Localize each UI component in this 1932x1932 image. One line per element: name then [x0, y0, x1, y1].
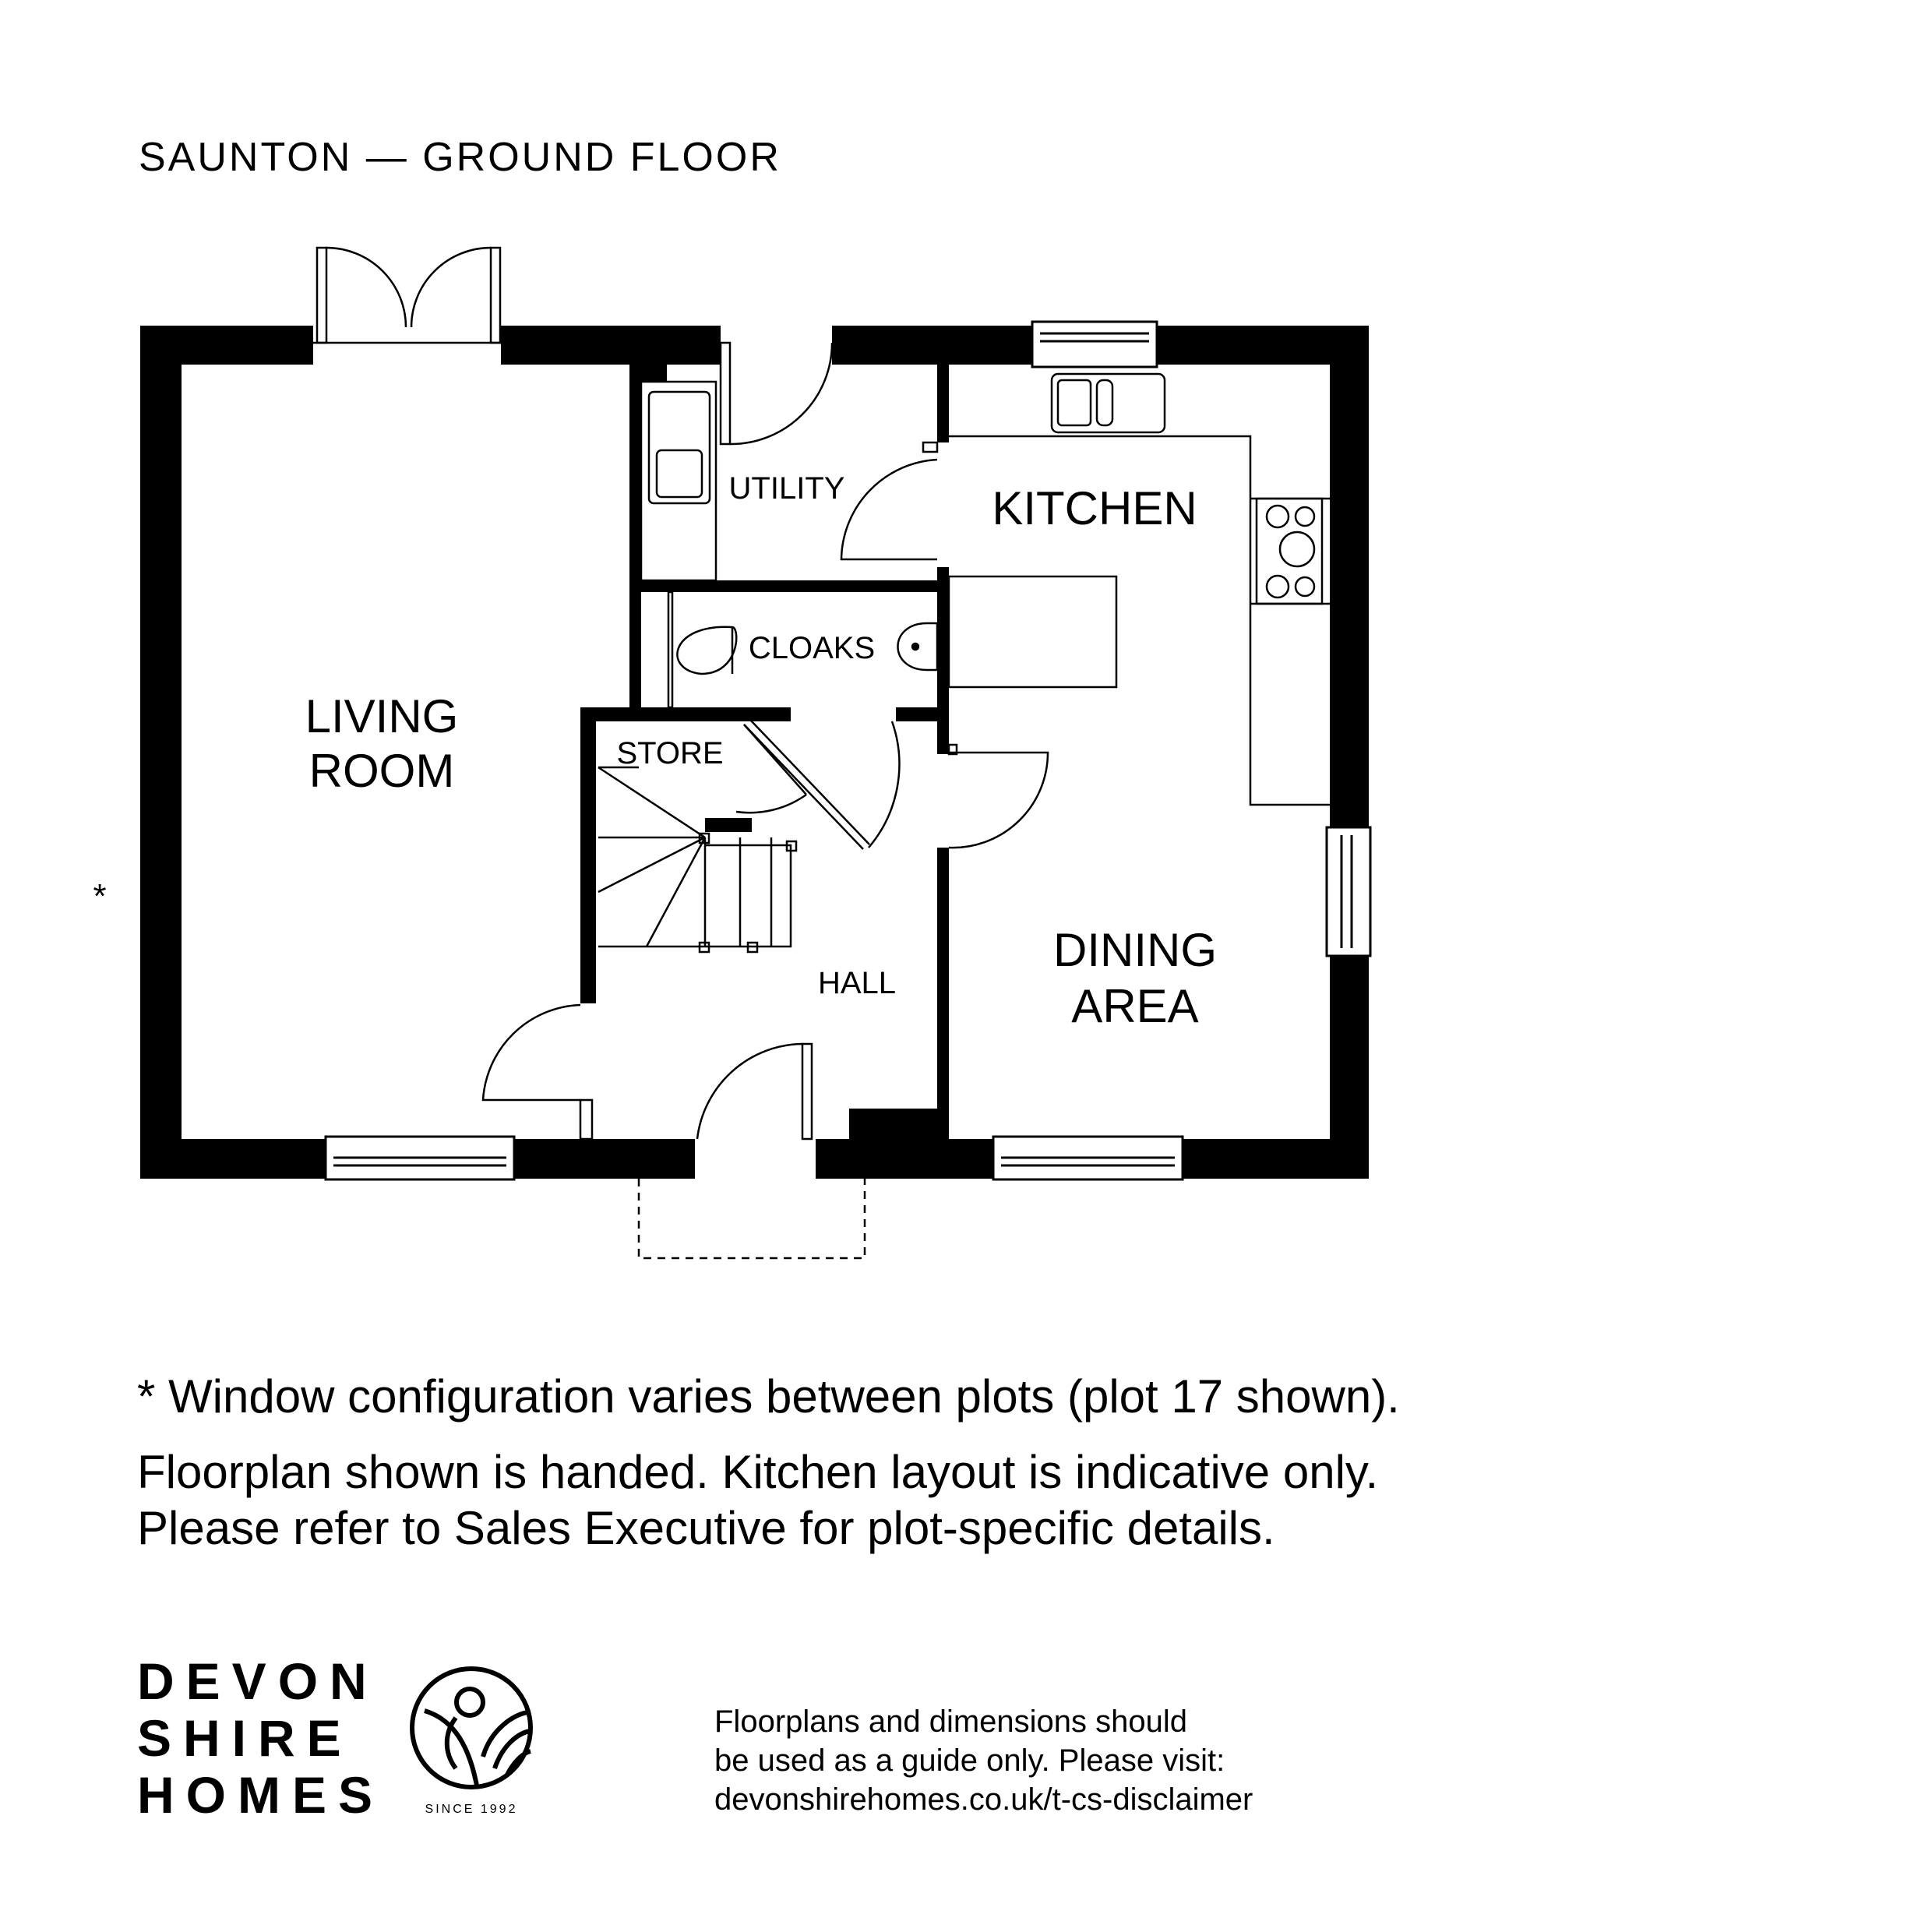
utility-label: UTILITY	[728, 471, 845, 506]
wc	[677, 627, 736, 674]
hall-label: HALL	[817, 966, 897, 1000]
cloaks-label: CLOAKS	[748, 631, 876, 665]
note-handed: Floorplan shown is handed. Kitchen layout is indicative only.	[137, 1446, 1379, 1498]
french-door-right-swing	[411, 248, 491, 327]
disclaimer-line-1: Floorplans and dimensions should	[714, 1705, 1188, 1739]
brand-line-2: SHIRE	[137, 1709, 353, 1767]
note-window-configuration: * Window configuration varies between plots (plot 17 shown).	[137, 1370, 1400, 1423]
asterisk-marker: *	[93, 877, 107, 915]
living-room-label-1: LIVING	[305, 690, 459, 742]
disclaimer	[714, 1702, 1253, 1819]
kitchen-label: KITCHEN	[992, 482, 1197, 534]
disclaimer-link[interactable]: devonshirehomes.co.uk/t-cs-disclaimer	[714, 1782, 1253, 1817]
note-refer: Please refer to Sales Executive for plot-specific details.	[137, 1502, 1275, 1554]
store-label: STORE	[616, 736, 724, 770]
windows	[326, 322, 1370, 1179]
disclaimer-line-2: be used as a guide only. Please visit:	[714, 1743, 1225, 1778]
kitchen-sink	[1052, 374, 1165, 432]
french-door-left-swing	[326, 248, 406, 327]
brand-line-3: HOMES	[137, 1766, 385, 1824]
window-kitchen	[1032, 322, 1157, 367]
fixtures	[598, 374, 1330, 952]
page-title: SAUNTON — GROUND FLOOR	[139, 135, 781, 180]
brand-wordmark	[137, 1653, 384, 1824]
french-door-right	[491, 248, 500, 343]
french-door-left	[317, 248, 326, 343]
staircase	[598, 767, 796, 952]
dining-label-1: DINING	[1053, 924, 1217, 976]
dining-label-2: AREA	[1071, 980, 1199, 1032]
living-room-label-2: ROOM	[308, 745, 455, 797]
kitchen-island	[949, 576, 1116, 687]
brand-since: SINCE 1992	[425, 1803, 518, 1816]
utility-sink	[649, 392, 710, 503]
window-dining-side	[1327, 827, 1370, 956]
brand-logo	[412, 1669, 531, 1787]
brand-line-1: DEVON	[137, 1652, 379, 1710]
